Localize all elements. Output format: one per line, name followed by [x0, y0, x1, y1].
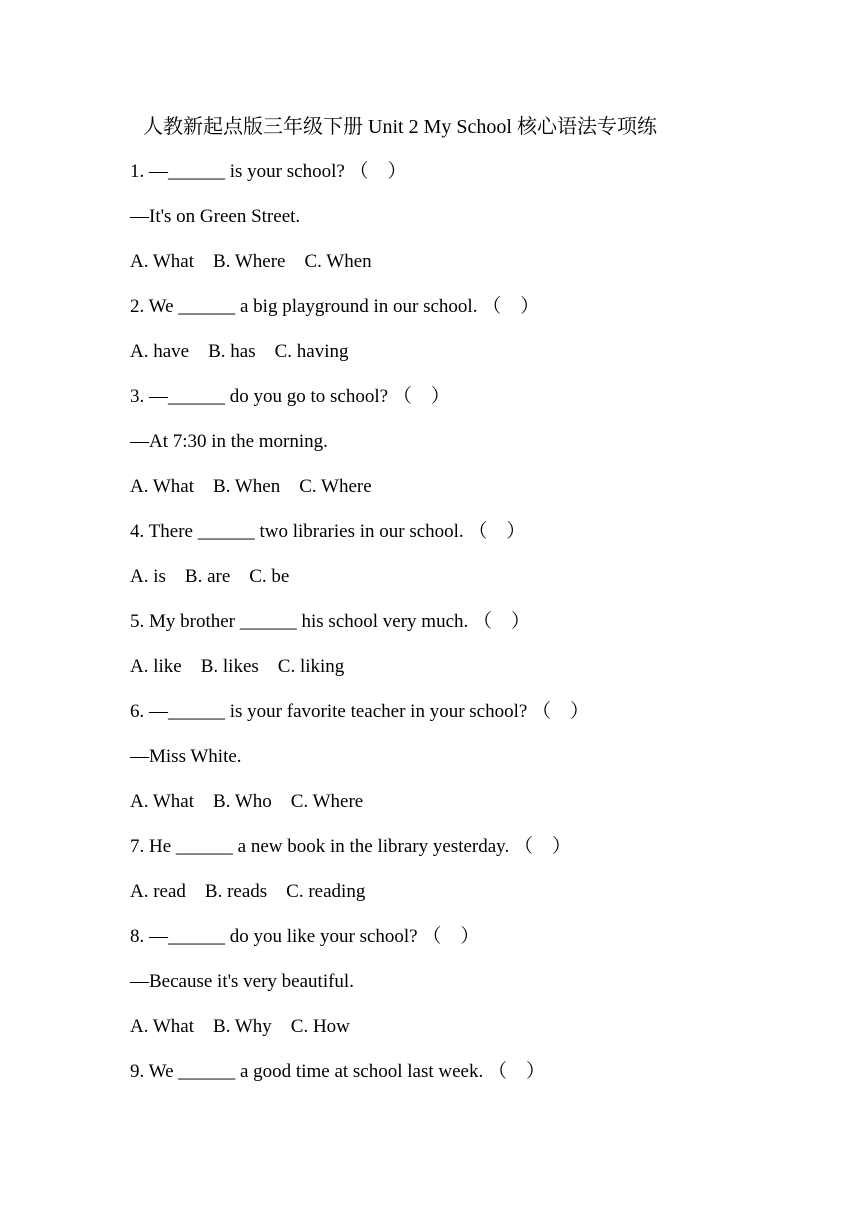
question-6-answer-line: —Miss White.: [130, 746, 242, 767]
question-1-options: A. What B. Where C. When: [130, 251, 372, 272]
question-9-stem: 9. We ______ a good time at school last week. （ ）: [130, 1061, 545, 1082]
question-8-stem: 8. —______ do you like your school? （ ）: [130, 926, 480, 947]
question-3-options: A. What B. When C. Where: [130, 476, 372, 497]
question-6-options: A. What B. Who C. Where: [130, 791, 364, 812]
question-7-stem: 7. He ______ a new book in the library yesterday. （ ）: [130, 836, 571, 857]
question-2-stem: 2. We ______ a big playground in our school. （ ）: [130, 296, 540, 317]
question-7-options: A. read B. reads C. reading: [130, 881, 366, 902]
page-title: 人教新起点版三年级下册 Unit 2 My School 核心语法专项练: [143, 116, 657, 138]
question-3-answer-line: —At 7:30 in the morning.: [130, 431, 328, 452]
question-4-options: A. is B. are C. be: [130, 566, 290, 587]
question-2-options: A. have B. has C. having: [130, 341, 349, 362]
question-6-stem: 6. —______ is your favorite teacher in your school? （ ）: [130, 701, 590, 722]
question-8-options: A. What B. Why C. How: [130, 1016, 350, 1037]
question-1-stem: 1. —______ is your school? （ ）: [130, 161, 407, 182]
question-1-answer-line: —It's on Green Street.: [130, 206, 301, 227]
question-5-stem: 5. My brother ______ his school very much. （ ）: [130, 611, 531, 632]
question-5-options: A. like B. likes C. liking: [130, 656, 345, 677]
question-3-stem: 3. —______ do you go to school? （ ）: [130, 386, 450, 407]
question-8-answer-line: —Because it's very beautiful.: [130, 971, 354, 992]
question-4-stem: 4. There ______ two libraries in our school. （ ）: [130, 521, 526, 542]
